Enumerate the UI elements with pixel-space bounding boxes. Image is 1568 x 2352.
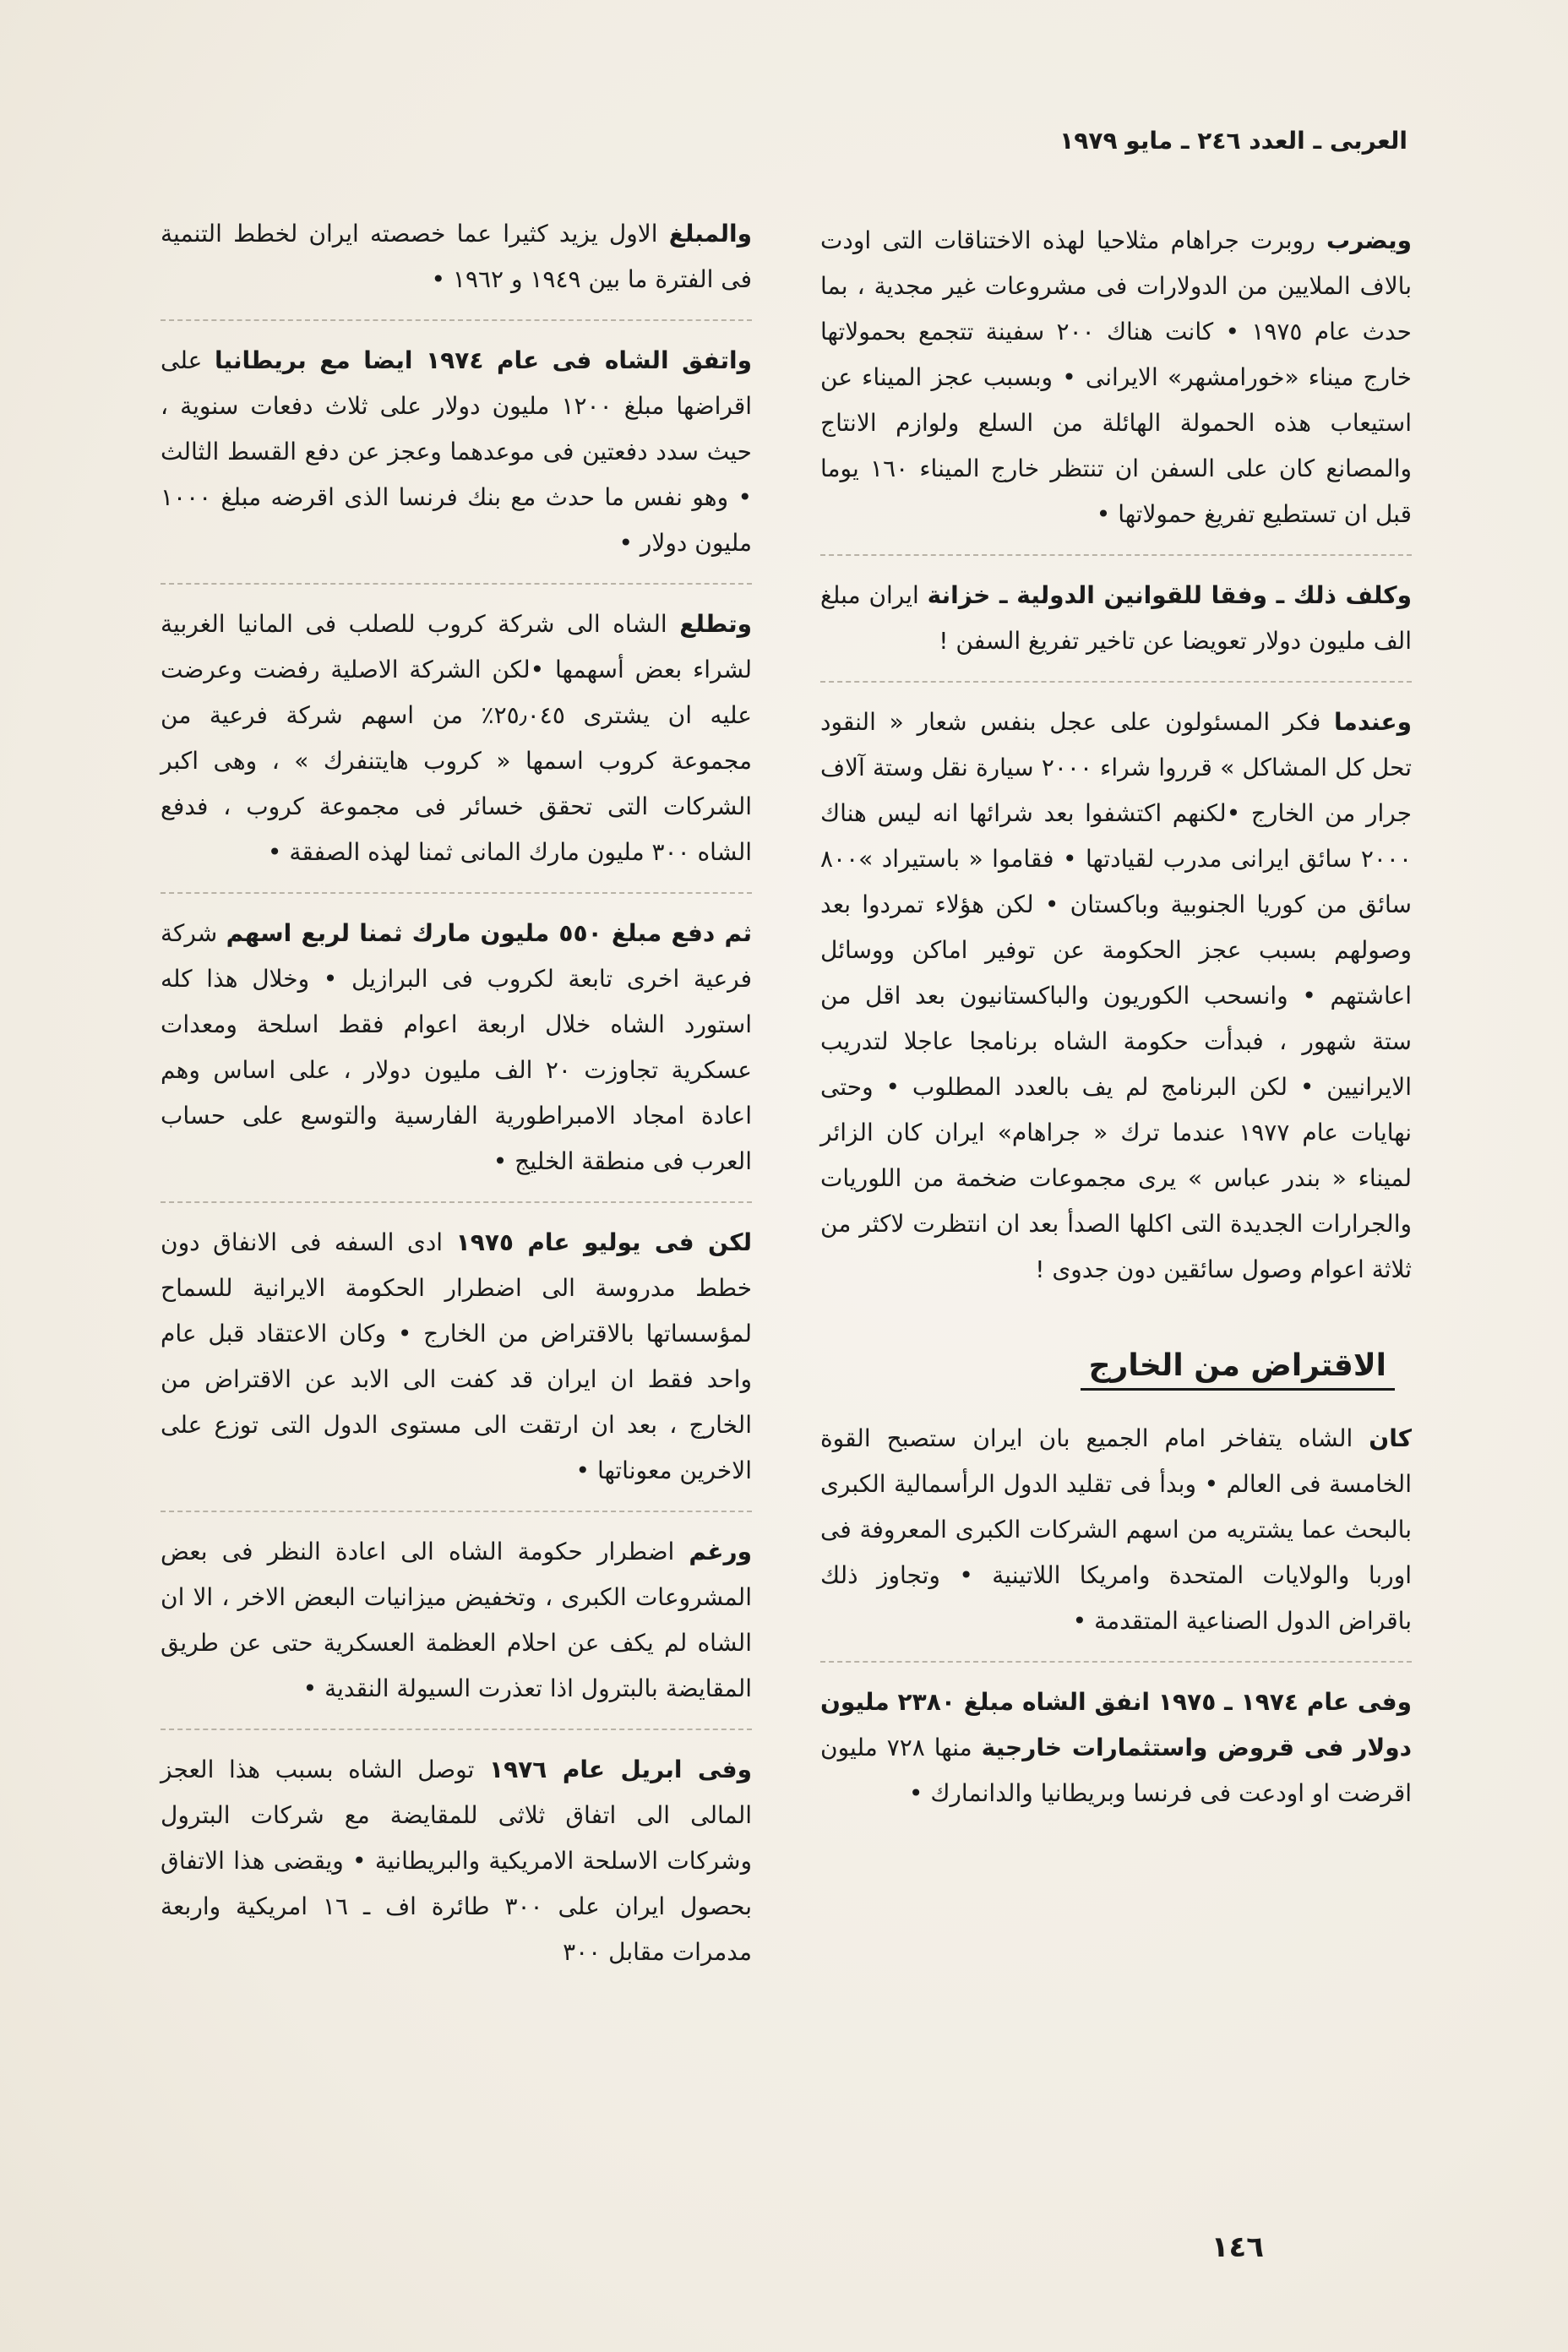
article-paragraph — [820, 1416, 1412, 1663]
left-column — [161, 211, 752, 2009]
paragraph-text: الشاه الى شركة كروب للصلب فى المانيا الغربية لشراء بعض أسهمها •لكن الشركة الاصلية رفضت وعرضت عليه ان يشترى ٢٥٫٠٤٥٪ من اسهم شركة فرعية من مجموعة كروب اسمها « كروب هايتنفرك » ، وهى اكبر الشركات التى تحقق خسائر فى مجموعة كروب ، فدفع الشاه ٣٠٠ مليون مارك المانى ثمنا لهذه الصفقة • — [161, 610, 752, 866]
paragraph-lead: وكلف ذلك ـ وفقا للقوانين الدولية ـ خزانة — [927, 581, 1412, 609]
paragraph-lead: واتفق الشاه فى عام ١٩٧٤ ايضا مع بريطانيا — [215, 346, 753, 374]
article-paragraph — [161, 1747, 752, 1992]
paragraph-lead: والمبلغ — [668, 220, 752, 248]
paragraph-lead: ويضرب — [1326, 226, 1412, 254]
paragraph-lead: كان — [1369, 1424, 1412, 1452]
paragraph-text: فكر المسئولون على عجل بنفس شعار « النقود تحل كل المشاكل » قرروا شراء ٢٠٠٠ سيارة نقل وستة آلاف جرار من الخارج •لكنهم اكتشفوا بعد شرائها انه ليس هناك ٢٠٠٠ سائق ايرانى مدرب لقيادتها • فقاموا « باستيراد »٨٠٠ سائق من كوريا الجنوبية وباكستان • لكن هؤلاء تمردوا بعد وصولهم بسبب عجز الحكومة عن توفير اماكن ووسائل اعاشتهم • وانسحب الكوريون والباكستانيون بعد اقل من ستة شهور ، فبدأت حكومة الشاه برنامجا عاجلا لتدريب الايرانيين • لكن البرنامج لم يف بالعدد المطلوب • وحتى نهايات عام ١٩٧٧ عندما ترك « جراهام» ايران كان الزائر لميناء « بندر عباس » يرى مجموعات ضخمة من اللوريات والجرارات الجديدة التى اكلها الصدأ بعد ان انتظرت لاكثر من ثلاثة اعوام وصول سائقين دون جدوى ! — [820, 708, 1412, 1283]
paragraph-text: منها ٧٢٨ مليون اقرضت او اودعت فى فرنسا وبريطانيا والدانمارك • — [820, 1734, 1412, 1807]
paragraph-text: على اقراضها مبلغ ١٢٠٠ مليون دولار على ثلاث دفعات سنوية ، حيث سدد دفعتين فى موعدهما وعجز عن دفع القسط الثالث • وهو نفس ما حدث مع بنك فرنسا الذى اقرضه مبلغ ١٠٠٠ مليون دولار • — [161, 346, 752, 557]
article-paragraph — [820, 573, 1412, 683]
article-paragraph — [161, 211, 752, 321]
paragraph-text: ايران مبلغ الف مليون دولار تعويضا عن تاخير تفريغ السفن ! — [820, 581, 1412, 655]
article-paragraph — [161, 338, 752, 585]
paragraph-text: اضطرار حكومة الشاه الى اعادة النظر فى بعض المشروعات الكبرى ، وتخفيض ميزانيات البعض الاخر ، الا ان الشاه لم يكف عن احلام العظمة العسكرية حتى عن طريق المقايضة بالبترول اذا تعذرت السيولة النقدية • — [161, 1538, 752, 1702]
article-paragraph — [161, 602, 752, 894]
paragraph-lead: لكن فى يوليو عام ١٩٧٥ — [455, 1228, 752, 1256]
right-column — [820, 218, 1412, 1850]
page-header: العربى ـ العدد ٢٤٦ ـ مايو ١٩٧٩ — [1059, 127, 1407, 155]
article-paragraph — [161, 1529, 752, 1730]
paragraph-lead: ثم دفع مبلغ ٥٥٠ مليون مارك ثمنا لربع اسهم — [226, 919, 752, 947]
paragraph-text: الشاه يتفاخر امام الجميع بان ايران ستصبح القوة الخامسة فى العالم • وبدأ فى تقليد الدول الرأسمالية الكبرى بالبحث عما يشتريه من اسهم الشركات الكبرى المعروفة فى اوربا والولايات المتحدة وامريكا اللاتينية • وتجاوز ذلك باقراض الدول الصناعية المتقدمة • — [820, 1424, 1412, 1635]
paragraph-lead: وتطلع — [679, 610, 752, 638]
paragraph-lead: ورغم — [689, 1538, 752, 1565]
article-paragraph — [161, 911, 752, 1203]
article-paragraph — [820, 218, 1412, 556]
article-paragraph — [820, 1680, 1412, 1833]
section-heading-text: الاقتراض من الخارج — [1081, 1348, 1395, 1391]
paragraph-lead: وفى عام ١٩٧٤ ـ ١٩٧٥ انفق الشاه مبلغ ٢٣٨٠ مليون دولار فى قروض واستثمارات خارجية — [820, 1688, 1412, 1761]
page-number: ١٤٦ — [1211, 2230, 1264, 2264]
paragraph-text: الاول يزيد كثيرا عما خصصته ايران لخطط التنمية فى الفترة ما بين ١٩٤٩ و ١٩٦٢ • — [161, 220, 752, 293]
paragraph-text: روبرت جراهام مثلاحيا لهذه الاختناقات التى اودت بالاف الملايين من الدولارات فى مشروعات غير مجدية ، بما حدث عام ١٩٧٥ • كانت هناك ٢٠٠ سفينة تتجمع بحمولاتها خارج ميناء «خورامشهر» الايرانى • وبسبب عجز الميناء عن استيعاب هذه الحمولة الهائلة من السلع ولوازم الانتاج والمصانع كان على السفن ان تنتظر خارج الميناء ١٦٠ يوما قبل ان تستطيع تفريغ حمولاتها • — [820, 226, 1413, 528]
paragraph-lead: وعندما — [1334, 708, 1412, 736]
article-paragraph — [161, 1220, 752, 1512]
article-paragraph — [820, 700, 1412, 1309]
paragraph-text: توصل الشاه بسبب هذا العجز المالى الى اتفاق ثلاثى للمقايضة مع شركات البترول وشركات الاسلحة الامريكية والبريطانية • ويقضى هذا الاتفاق بحصول ايران على ٣٠٠ طائرة اف ـ ١٦ امريكية واربعة مدمرات مقابل ٣٠٠ — [161, 1756, 752, 1966]
section-heading — [820, 1343, 1412, 1391]
paragraph-lead: وفى ابريل عام ١٩٧٦ — [489, 1756, 752, 1783]
paragraph-text: ادى السفه فى الانفاق دون خطط مدروسة الى اضطرار الحكومة الايرانية للسماح لمؤسساتها بالاقتراض من الخارج • وكان الاعتقاد قبل عام واحد فقط ان ايران قد كفت الى الابد عن الاقتراض من الخارج ، بعد ان ارتقت الى مستوى الدول التى توزع على الاخرين معوناتها • — [161, 1228, 752, 1484]
paragraph-text: شركة فرعية اخرى تابعة لكروب فى البرازيل • وخلال هذا كله استورد الشاه خلال اربعة اعوام فقط اسلحة ومعدات عسكرية تجاوزت ٢٠ الف مليون دولار ، على اساس وهم اعادة امجاد الامبراطورية الفارسية والتوسع على حساب العرب فى منطقة الخليج • — [161, 919, 752, 1175]
